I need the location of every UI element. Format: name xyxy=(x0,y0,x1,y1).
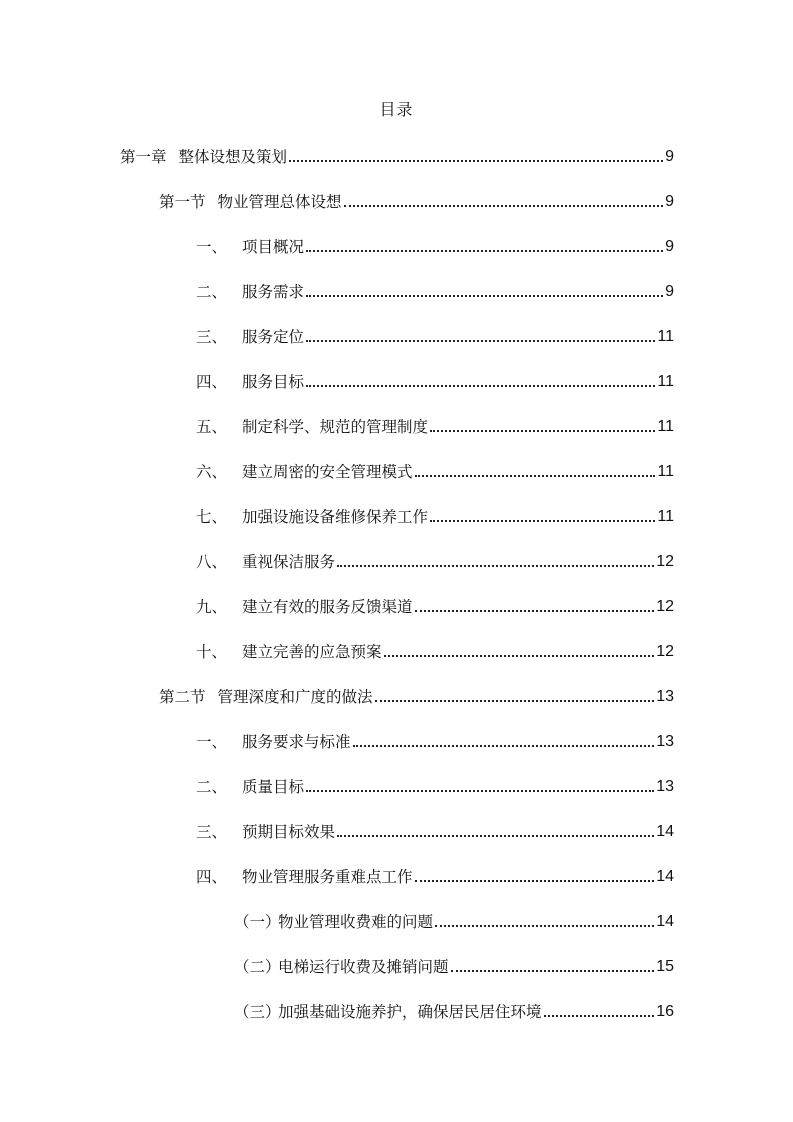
dot-leader xyxy=(337,835,654,837)
toc-entry-prefix: 二、 xyxy=(196,778,228,796)
dot-leader xyxy=(415,610,655,612)
dot-leader xyxy=(430,430,655,432)
toc-entry-text: 物业管理收费难的问题 xyxy=(278,913,434,931)
dot-leader xyxy=(353,745,655,747)
toc-entry-text: 重视保洁服务 xyxy=(242,553,336,571)
toc-title: 目录 xyxy=(379,100,414,119)
toc-entry-text: 电梯运行收费及摊销问题 xyxy=(278,958,449,976)
toc-entry-label xyxy=(196,281,304,303)
toc-entry-text: 物业管理服务重难点工作 xyxy=(242,868,413,886)
dot-leader xyxy=(344,205,664,207)
toc-entry-prefix: （二） xyxy=(234,958,281,976)
toc-entry-label xyxy=(196,866,413,888)
toc-entry-label xyxy=(196,371,304,393)
toc-entry-prefix: 三、 xyxy=(196,823,228,841)
toc-entry-label xyxy=(159,191,342,213)
toc-entry-prefix: 七、 xyxy=(196,508,228,526)
dot-leader xyxy=(415,880,655,882)
dot-leader xyxy=(375,700,655,702)
toc-entry-text: 加强基础设施养护，确保居民居住环境 xyxy=(278,1003,542,1021)
toc-entry-label xyxy=(196,641,382,663)
toc-entry-text: 服务要求与标准 xyxy=(242,733,351,751)
toc-entry-label xyxy=(159,686,373,708)
toc-entry[interactable] xyxy=(196,592,674,618)
toc-entry[interactable] xyxy=(196,637,674,663)
toc-page-number: 12 xyxy=(656,553,674,570)
dot-leader xyxy=(306,295,663,297)
toc-entry-prefix: 第二节 xyxy=(159,688,206,706)
toc-entry-label xyxy=(234,956,449,978)
toc-entry[interactable] xyxy=(234,997,674,1023)
toc-page-number: 15 xyxy=(656,958,674,975)
dot-leader xyxy=(384,655,655,657)
dot-leader xyxy=(435,925,654,927)
toc-entry-label xyxy=(196,461,413,483)
toc-entry-text: 预期目标效果 xyxy=(242,823,336,841)
toc-entry[interactable] xyxy=(234,907,674,933)
dot-leader xyxy=(306,790,654,792)
toc-entry-prefix: 第一章 xyxy=(120,148,167,166)
toc-entry-text: 建立周密的安全管理模式 xyxy=(242,463,413,481)
toc-entry-text: 整体设想及策划 xyxy=(178,148,288,166)
toc-entry[interactable] xyxy=(120,142,674,168)
toc-entry[interactable] xyxy=(159,187,674,213)
toc-entry[interactable] xyxy=(196,232,674,258)
dot-leader xyxy=(306,250,663,252)
toc-entry-text: 服务定位 xyxy=(242,328,305,346)
toc-entry[interactable] xyxy=(196,817,674,843)
toc-entry-label xyxy=(196,731,351,753)
toc-entry-prefix: 十、 xyxy=(196,643,228,661)
dot-leader xyxy=(451,970,655,972)
toc-entry-prefix: 三、 xyxy=(196,328,228,346)
toc-entry[interactable] xyxy=(234,952,674,978)
toc-page-number: 14 xyxy=(656,868,674,885)
toc-page-number: 12 xyxy=(656,598,674,615)
toc-entry-prefix: 二、 xyxy=(196,283,228,301)
toc-page-number: 13 xyxy=(656,778,674,795)
toc-entry-label xyxy=(234,911,433,933)
toc-entry-label xyxy=(196,776,304,798)
toc-entry[interactable] xyxy=(196,862,674,888)
dot-leader xyxy=(415,475,656,477)
toc-entry-label xyxy=(196,236,304,258)
toc-entry-prefix: 八、 xyxy=(196,553,228,571)
toc-page-number: 13 xyxy=(656,733,674,750)
toc-entry-label xyxy=(196,821,335,843)
toc-entry-text: 加强设施设备维修保养工作 xyxy=(242,508,429,526)
toc-entry-text: 质量目标 xyxy=(242,778,305,796)
toc-entry-prefix: 一、 xyxy=(196,733,228,751)
dot-leader xyxy=(544,1015,655,1017)
toc-entry-prefix: （一） xyxy=(234,913,281,931)
dot-leader xyxy=(337,565,654,567)
toc-page-number: 12 xyxy=(656,643,674,660)
toc-page-number: 11 xyxy=(657,508,674,525)
toc-page-number: 14 xyxy=(656,913,674,930)
toc-entry[interactable] xyxy=(196,727,674,753)
toc-page-number: 11 xyxy=(657,418,674,435)
toc-entry[interactable] xyxy=(196,457,674,483)
toc-entry[interactable] xyxy=(159,682,674,708)
dot-leader xyxy=(306,385,655,387)
dot-leader xyxy=(430,520,655,522)
toc-entry-label xyxy=(234,1001,542,1023)
toc-page-number: 16 xyxy=(656,1003,674,1020)
toc-entry-text: 管理深度和广度的做法 xyxy=(217,688,373,706)
toc-page-number: 14 xyxy=(656,823,674,840)
toc-entry-label xyxy=(196,551,335,573)
toc-page-number: 9 xyxy=(665,193,674,210)
toc-entry-text: 建立有效的服务反馈渠道 xyxy=(242,598,413,616)
toc-entry-text: 建立完善的应急预案 xyxy=(242,643,382,661)
toc-entry-prefix: （三） xyxy=(234,1003,281,1021)
toc-entry-label xyxy=(196,326,304,348)
toc-page-number: 11 xyxy=(657,463,674,480)
toc-entry-text: 服务目标 xyxy=(242,373,305,391)
toc-page-number: 9 xyxy=(665,283,674,300)
toc-entry[interactable] xyxy=(196,412,674,438)
toc-entry-prefix: 第一节 xyxy=(159,193,206,211)
dot-leader xyxy=(289,160,663,162)
toc-entry[interactable] xyxy=(196,277,674,303)
toc-page-number: 9 xyxy=(665,148,674,165)
toc-entry[interactable] xyxy=(196,547,674,573)
toc-entry-label xyxy=(196,416,428,438)
toc-entry-prefix: 一、 xyxy=(196,238,228,256)
toc-page-number: 11 xyxy=(657,373,674,390)
toc-page-number: 13 xyxy=(656,688,674,705)
toc-entry-text: 项目概况 xyxy=(242,238,305,256)
toc-entry-text: 服务需求 xyxy=(242,283,305,301)
toc-entry-prefix: 四、 xyxy=(196,373,228,391)
toc-entry-prefix: 九、 xyxy=(196,598,228,616)
toc-entry[interactable] xyxy=(196,322,674,348)
toc-entry-text: 制定科学、规范的管理制度 xyxy=(242,418,429,436)
toc-entry[interactable] xyxy=(196,367,674,393)
toc-entry-label xyxy=(196,596,413,618)
toc-page-number: 9 xyxy=(665,238,674,255)
toc-entry[interactable] xyxy=(196,772,674,798)
dot-leader xyxy=(306,340,655,342)
toc-entry-label xyxy=(196,506,428,528)
toc-entry[interactable] xyxy=(196,502,674,528)
toc-entry-prefix: 六、 xyxy=(196,463,228,481)
toc-entry-prefix: 四、 xyxy=(196,868,228,886)
toc-entry-text: 物业管理总体设想 xyxy=(217,193,342,211)
toc-entry-label xyxy=(120,146,287,168)
toc-entry-prefix: 五、 xyxy=(196,418,228,436)
toc-page-number: 11 xyxy=(657,328,674,345)
